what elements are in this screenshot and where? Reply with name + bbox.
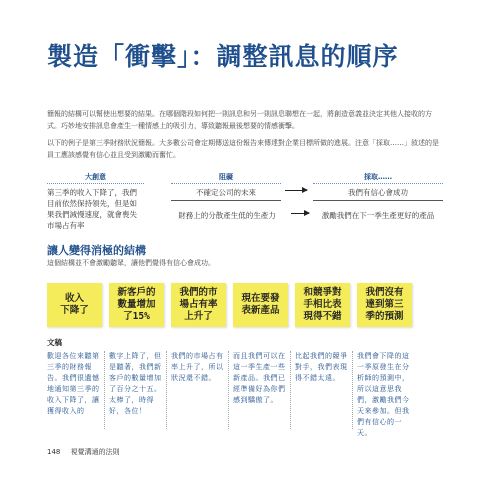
divider-line bbox=[171, 200, 281, 201]
sticky-note bbox=[295, 283, 350, 327]
big-idea-text: 第三季的收入下降了，我們目前依然保持領先，但是如果我們減慢速度，就會喪失市場占有率 bbox=[47, 188, 137, 230]
arrow-right-icon bbox=[291, 213, 309, 214]
sticky-note-text: 收入 下降了 bbox=[60, 293, 89, 316]
section-subtitle: 讓人變得消極的結構 bbox=[47, 244, 146, 257]
action-text-bottom: 激勵我們在下一季生產更好的產品 bbox=[321, 211, 435, 220]
obstacle-text-top: 不確定公司的未來 bbox=[196, 188, 256, 197]
arrow-right-icon bbox=[285, 190, 307, 191]
transcript-column: 我們會下降的這一季原發生在分析師的預測中，所以這意思我們，激勵我們今天來參加。但我們有信心的一天。 bbox=[357, 352, 410, 437]
sticky-note-text: 和競爭對 手相比表 現得不錯 bbox=[303, 287, 342, 322]
page-title: 製造「衝擊」：調整訊息的順序 bbox=[47, 42, 399, 71]
transcript-column: 我們的市場占有率上升了，所以狀況還不錯。 bbox=[171, 352, 224, 382]
sticky-note-text: 現在要發 表新產品 bbox=[241, 293, 280, 316]
transcript-column: 數字上降了，但是聽著，我們新客戶的數量增加了百分之十五。太棒了，時得好，各位！ bbox=[109, 352, 162, 415]
transcript-column: 而且我們可以在這一季生產一些新產品。我們已經準備好為你們感到驕傲了。 bbox=[233, 352, 286, 404]
column-header-obstacle: 阻礙 bbox=[171, 172, 281, 182]
book-title: 視覺溝通的法則 bbox=[70, 448, 120, 456]
divider-line bbox=[313, 200, 443, 201]
page-footer bbox=[47, 447, 120, 457]
page-number: 148 bbox=[47, 448, 61, 456]
sticky-note-text: 新客戶的 數量增加 了15% bbox=[117, 287, 156, 322]
sticky-note bbox=[233, 283, 288, 327]
transcript-column: 歡迎各位來聽第三季的財務報告。我們很遺憾地通知第三季的收入下降了，讓獲得收入的 bbox=[47, 352, 100, 415]
section-description: 這個結構並不會激勵聽眾，讓他們覺得有信心會成功。 bbox=[47, 259, 215, 267]
column-header-take-action: 採取…… bbox=[313, 172, 443, 182]
sticky-note bbox=[47, 283, 102, 327]
intro-paragraph: 簡報的結構可以幫使出想要的結果。在哪個階段如何把一則訊息和另一則訊息聯想在一起，將創造意義並決定其他人接收的方式。巧妙地安排訊息會產生一種情感上的吸引力，導致聽報最後想要的情感衝擊。 bbox=[47, 110, 432, 130]
column-header-big-idea: 大創意 bbox=[47, 172, 144, 182]
column-divider bbox=[104, 351, 105, 429]
sticky-note bbox=[171, 283, 226, 327]
obstacle-text-bottom: 財務上的分散產生低的生產力 bbox=[178, 211, 276, 220]
transcript-column: 比起我們的競爭對手，我們表現得不錯太遠。 bbox=[295, 352, 348, 382]
column-divider bbox=[290, 351, 291, 429]
transcript-label: 文稿 bbox=[47, 338, 62, 347]
sticky-note bbox=[109, 283, 164, 327]
sticky-note-text: 我們的市 場占有率 上升了 bbox=[179, 287, 218, 322]
action-text-top: 我們有信心會成功 bbox=[348, 188, 408, 197]
column-divider bbox=[166, 351, 167, 429]
column-divider bbox=[352, 351, 353, 429]
sticky-note bbox=[357, 283, 412, 327]
sticky-note-text: 我們沒有 達到第三 季的預測 bbox=[365, 287, 404, 322]
example-paragraph: 以下的例子是第三季財務狀況簡報。大多數公司會定期傳送這份報告來傳達對企業目標所做的進展。注意「採取……」敘述的是員工應該感覺有信心並且受到激勵而奮忙。 bbox=[47, 139, 439, 159]
column-divider bbox=[228, 351, 229, 429]
